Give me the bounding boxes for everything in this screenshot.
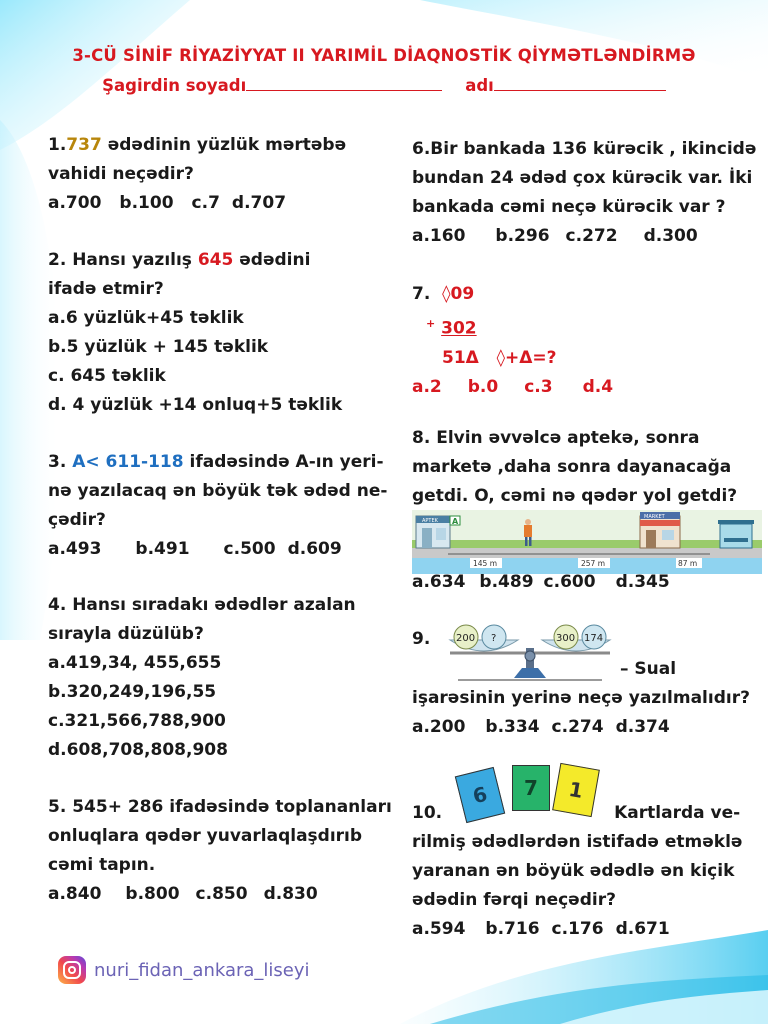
q7-number: 7. [412,284,431,304]
question-9 [412,625,430,654]
q8-line3: getdi. O, cəmi nə qədər yol getdi? [412,486,738,506]
q4-option-a[interactable]: a.419,34, 455,655 [48,653,222,673]
question-1 [48,131,346,218]
q2-line2: ifadə etmir? [48,279,164,299]
q10-line4: ədədin fərqi neçədir? [412,890,616,910]
q1-option-d[interactable]: d.707 [231,193,287,213]
question-7 [412,280,631,402]
q3-line3: çədir? [48,510,106,530]
q1-line1: ədədinin yüzlük mərtəbə [101,135,347,155]
q2-option-c[interactable]: c. 645 təklik [48,366,166,386]
q9-option-b[interactable]: b.334 [485,717,540,737]
q9-line1: – Sual [620,659,677,679]
q5-option-d[interactable]: d.830 [263,884,318,904]
q4-line2: sırayla düzülüb? [48,624,204,644]
q3-highlight: A< 611-118 [72,452,184,472]
q5-line2: onluqlara qədər yuvarlaqlaşdırıb [48,826,363,846]
q3-number: 3. [48,452,73,472]
q10-option-d[interactable]: d.671 [615,919,670,939]
q6-option-a[interactable]: a.160 [412,226,466,246]
card-1-number: 1 [567,776,585,804]
q7-option-a[interactable]: a.2 [412,376,442,397]
q5-option-b[interactable]: b.800 [125,884,180,904]
instagram-handle[interactable] [58,956,310,984]
q10-option-c[interactable]: c.176 [551,919,604,939]
q2-option-b[interactable]: b.5 yüzlük + 145 təklik [48,337,269,357]
name-blank[interactable] [494,76,666,91]
question-10 [412,799,742,944]
q8-option-d[interactable]: d.345 [615,572,670,592]
q2-line1-post: ədədini [233,250,311,270]
question-3 [48,448,387,564]
q9-text [412,655,750,742]
q4-option-d[interactable]: d.608,708,808,908 [48,740,228,760]
q5-line3: cəmi tapın. [48,855,156,875]
q8-line1: 8. Elvin əvvəlcə aptekə, sonra [412,428,700,448]
name-label: adı [465,76,494,95]
q10-options [412,915,742,944]
instagram-username: nuri_fidan_ankara_liseyi [94,959,310,981]
q3-line1: ifadəsində A-ın yeri- [183,452,384,472]
q5-option-c[interactable]: c.850 [195,884,248,904]
q1-highlight: 737 [66,135,102,155]
q9-line2: işarəsinin yerinə neçə yazılmalıdır? [412,688,750,708]
question-5 [48,793,392,909]
q9-options [412,713,750,742]
q3-option-a[interactable]: a.493 [48,539,102,559]
q8-option-a[interactable]: a.634 [412,572,466,592]
q4-option-b[interactable]: b.320,249,196,55 [48,682,217,702]
q7-plus-sign: + [426,317,436,330]
instagram-icon [58,956,86,984]
card-6-number: 6 [470,781,490,809]
q2-option-a[interactable]: a.6 yüzlük+45 təklik [48,308,244,328]
q4-option-c[interactable]: c.321,566,788,900 [48,711,226,731]
market-sign: MARKET [644,514,665,520]
route-illustration [412,510,762,574]
q6-line3: bankada cəmi neçə kürəcik var ? [412,197,726,217]
q6-options [412,222,756,251]
distance-3: 87 m [678,559,698,568]
q8-option-b[interactable]: b.489 [479,572,534,592]
q7-options [412,373,631,402]
q7-option-d[interactable]: d.4 [582,376,614,397]
q10-line1: Kartlarda ve- [614,803,741,823]
page-title: 3-CÜ SİNİF RİYAZİYYAT II YARIMİL DİAQNOSTİK QİYMƏTLƏNDİRMƏ [72,46,696,65]
surname-blank[interactable] [246,76,442,91]
q5-option-a[interactable]: a.840 [48,884,102,904]
q7-option-b[interactable]: b.0 [467,376,499,397]
q6-line1: 6.Bir bankada 136 kürəcik , ikincidə [412,139,757,159]
q9-option-c[interactable]: c.274 [551,717,604,737]
q7-option-c[interactable]: c.3 [524,376,553,397]
q2-option-d[interactable]: d. 4 yüzlük +14 onluq+5 təklik [48,395,343,415]
q1-line2: vahidi neçədir? [48,164,194,184]
q6-option-b[interactable]: b.296 [495,226,550,246]
q7-question: ◊+Δ=? [496,347,557,368]
surname-label: Şagirdin soyadı [102,76,247,95]
question-4 [48,591,356,765]
q1-number: 1. [48,135,67,155]
q8-line2: marketə ,daha sonra dayanacağa [412,457,732,477]
q7-addend2: 302 [441,318,477,339]
q1-options [48,189,346,218]
bus-stop [718,520,754,548]
q9-number: 9. [412,629,431,649]
student-info-line [0,76,768,95]
distance-2: 257 m [581,559,606,568]
q9-option-d[interactable]: d.374 [615,717,670,737]
q2-highlight: 645 [197,250,234,270]
right-pan-value-2: 174 [584,633,604,644]
q3-option-c[interactable]: c.500 [223,539,276,559]
q8-options [412,568,688,597]
pharmacy-sign: APTEK [422,518,438,524]
question-6 [412,135,756,251]
q2-line1-pre: 2. Hansı yazılış [48,250,198,270]
q10-line3: yaranan ən böyük ədədlə ən kiçik [412,861,735,881]
q9-option-a[interactable]: a.200 [412,717,466,737]
q3-line2: nə yazılacaq ən böyük tək ədəd ne- [48,481,388,501]
pharmacy-letter: A [452,517,459,526]
q5-options [48,880,392,909]
q10-line2: rilmiş ədədlərdən istifadə etməklə [412,832,743,852]
q8-options-block [412,568,688,597]
q10-number: 10. [412,803,443,823]
q1-option-b[interactable]: b.100 [119,193,174,213]
q3-options [48,535,387,564]
q5-line1: 5. 545+ 286 ifadəsində toplananları [48,797,392,817]
distance-1: 145 m [473,559,498,568]
q6-option-c[interactable]: c.272 [565,226,618,246]
question-8 [412,424,737,511]
q10-option-a[interactable]: a.594 [412,919,466,939]
q6-line2: bundan 24 ədəd çox kürəcik var. İki [412,168,753,188]
q7-addend1: ◊09 [442,284,475,304]
right-pan-value-1: 300 [556,633,576,644]
q10-option-b[interactable]: b.716 [485,919,540,939]
left-pan-value: 200 [456,633,476,644]
q8-option-c[interactable]: c.600 [543,572,596,592]
q3-option-d[interactable]: d.609 [287,539,342,559]
q3-option-b[interactable]: b.491 [135,539,190,559]
card-7-number: 7 [524,776,538,800]
q4-line1: 4. Hansı sıradakı ədədlər azalan [48,595,356,615]
left-pan-unknown: ? [491,633,497,644]
q1-option-c[interactable]: c.7 [191,193,220,213]
market-building [640,512,680,548]
q1-option-a[interactable]: a.700 [48,193,102,213]
question-2 [48,246,342,420]
q7-sum: 51Δ [442,347,479,368]
q6-option-d[interactable]: d.300 [643,226,698,246]
